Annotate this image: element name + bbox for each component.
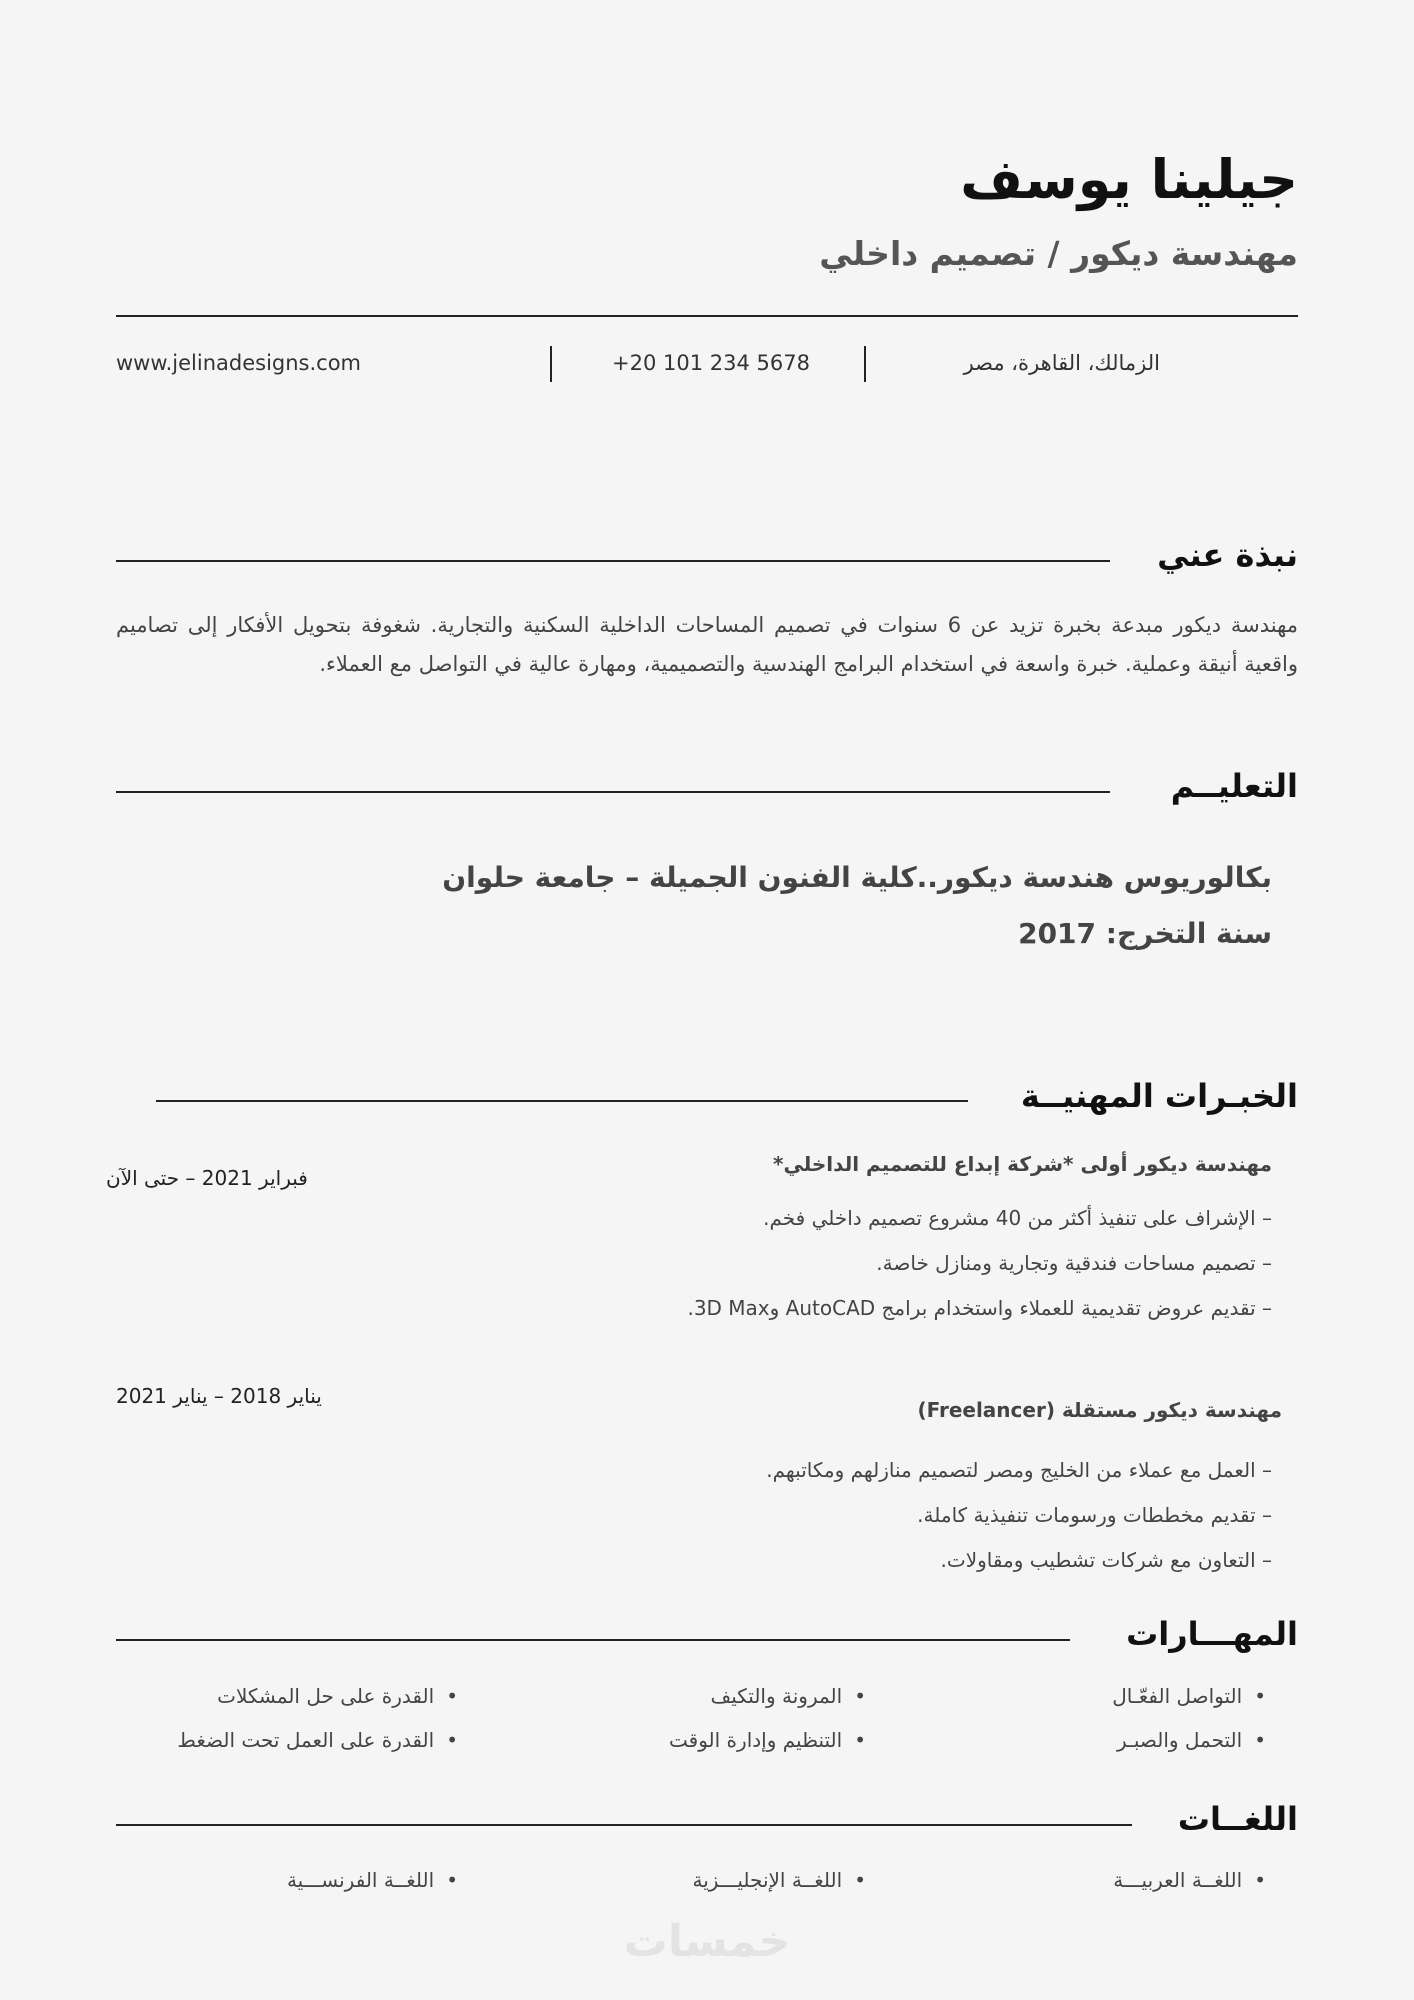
job-task: – التعاون مع شركات تشطيب ومقاولات.: [940, 1548, 1272, 1572]
watermark-logo: خمسات: [623, 1916, 791, 1967]
language-item: •اللغــة الفرنســـية: [286, 1868, 458, 1892]
job-1-title: مهندسة ديكور أولى *شركة إبداع للتصميم الداخلي*: [773, 1152, 1272, 1176]
skill-item: •التنظيم وإدارة الوقت: [669, 1728, 866, 1752]
job-task: – تقديم عروض تقديمية للعملاء واستخدام برامج AutoCAD و3D Max.: [687, 1296, 1272, 1320]
about-text: مهندسة ديكور مبدعة بخبرة تزيد عن 6 سنوات في تصميم المساحات الداخلية السكنية والتجارية. شغوفة بتحويل الأفكار إلى تصاميم واقعية أنيقة وعملية. خبرة واسعة في استخدام البرامج الهندسية والتصميمية، ومهارة عالية في التواصل مع العملاء.: [116, 613, 1298, 676]
job-2-title: مهندسة ديكور مستقلة (Freelancer): [917, 1398, 1282, 1422]
job-2-tasks: [492, 1448, 1272, 1583]
experience-heading: الخبـرات المهنيــة: [1020, 1077, 1298, 1115]
job-1-tasks: [492, 1196, 1272, 1331]
job-task: – الإشراف على تنفيذ أكثر من 40 مشروع تصميم داخلي فخم.: [763, 1206, 1272, 1230]
job-task: – تصميم مساحات فندقية وتجارية ومنازل خاصة.: [876, 1251, 1272, 1275]
languages-divider: [116, 1824, 1132, 1826]
job-1-date: فبراير 2021 – حتى الآن: [106, 1166, 308, 1190]
contact-location: الزمالك، القاهرة، مصر: [963, 351, 1160, 375]
job-title: مهندسة ديكور / تصميم داخلي: [819, 234, 1298, 273]
about-divider: [116, 560, 1110, 562]
language-item: •اللغــة العربيـــة: [1113, 1868, 1266, 1892]
contact-separator: [550, 346, 552, 382]
education-heading: التعليــم: [1170, 767, 1298, 805]
education-divider: [116, 791, 1110, 793]
languages-heading: اللغــات: [1177, 1800, 1298, 1838]
skill-item: •القدرة على حل المشكلات: [217, 1684, 458, 1708]
skill-item: •التواصل الفعّـال: [1112, 1684, 1266, 1708]
contact-website[interactable]: www.jelinadesigns.com: [116, 351, 362, 375]
education-degree: بكالوريوس هندسة ديكور..كلية الفنون الجميلة – جامعة حلوان: [442, 861, 1272, 894]
job-task: – تقديم مخططات ورسومات تنفيذية كاملة.: [917, 1503, 1272, 1527]
language-item: •اللغــة الإنجليـــزية: [692, 1868, 866, 1892]
candidate-name: جيلينا يوسف: [960, 148, 1298, 211]
contact-separator: [864, 346, 866, 382]
skills-divider: [116, 1639, 1070, 1641]
job-2-date: يناير 2018 – يناير 2021: [116, 1384, 322, 1408]
header-divider: [116, 315, 1298, 317]
skill-item: •القدرة على العمل تحت الضغط: [177, 1728, 458, 1752]
skills-heading: المهـــارات: [1126, 1615, 1298, 1653]
education-graduation-year: سنة التخرج: 2017: [1018, 917, 1272, 950]
job-task: – العمل مع عملاء من الخليج ومصر لتصميم منازلهم ومكاتبهم.: [766, 1458, 1272, 1482]
skill-item: •المرونة والتكيف: [710, 1684, 866, 1708]
contact-phone: +20 101 234 5678: [612, 351, 810, 375]
about-heading: نبذة عني: [1157, 536, 1298, 574]
experience-divider: [156, 1100, 968, 1102]
skill-item: •التحمل والصبـر: [1116, 1728, 1266, 1752]
